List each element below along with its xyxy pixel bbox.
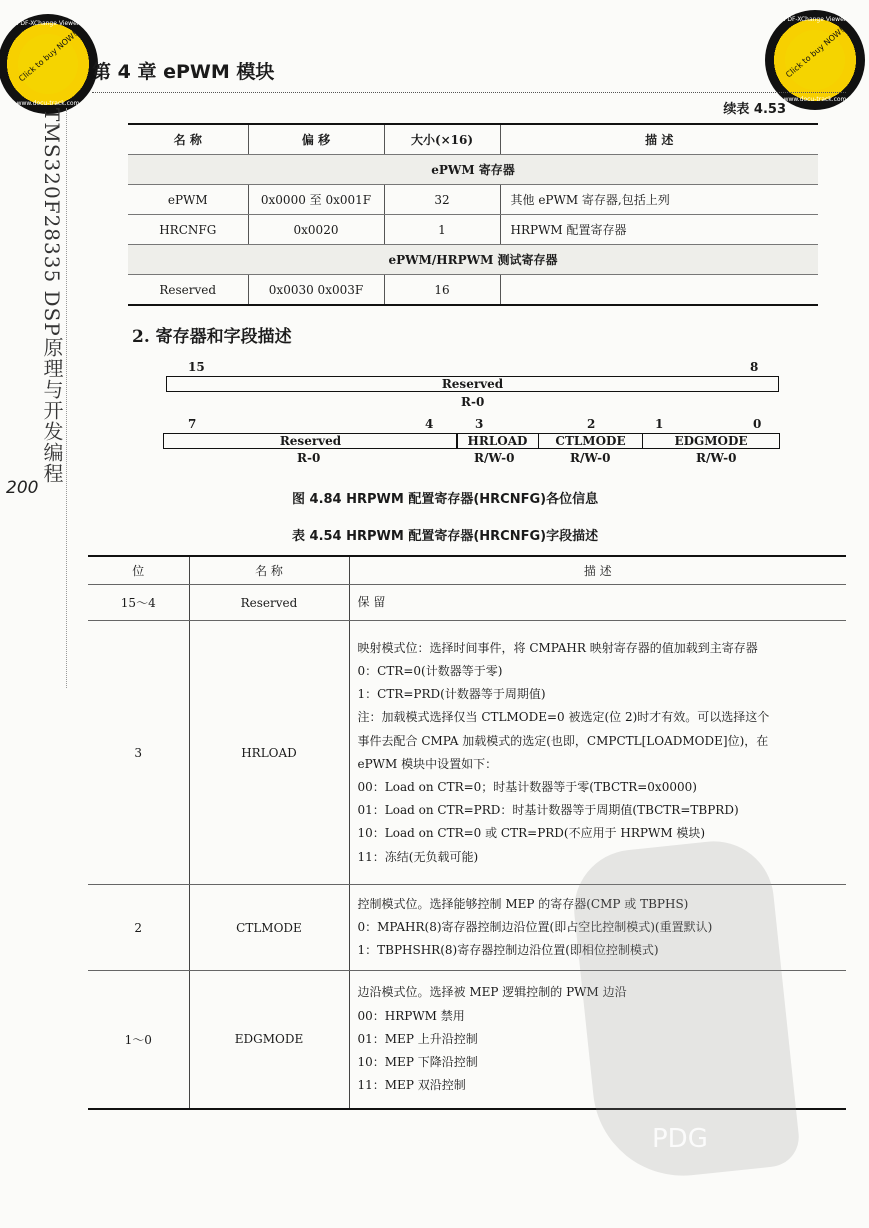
side-divider bbox=[66, 108, 67, 688]
desc-line: 0：CTR=0(计数器等于零) bbox=[357, 663, 503, 678]
header-offset: 偏 移 bbox=[248, 124, 384, 155]
desc-line: 1：CTR=PRD(计数器等于周期值) bbox=[357, 687, 546, 702]
header-bit: 位 bbox=[88, 556, 189, 585]
bit-cell: 3 bbox=[88, 621, 189, 885]
desc-line: 事件去配合 CMPA 加载模式的选定(也即，CMPCTL[LOADMODE]位)，在 bbox=[357, 733, 769, 748]
bit-label: 1 bbox=[655, 417, 664, 431]
section-heading: 2. 寄存器和字段描述 bbox=[132, 327, 292, 347]
register-field-reserved-high: Reserved bbox=[166, 376, 779, 392]
name-cell: HRLOAD bbox=[189, 621, 349, 885]
bit-label: 0 bbox=[753, 417, 762, 431]
table-header-row bbox=[88, 556, 846, 585]
cell: HRPWM 配置寄存器 bbox=[500, 215, 818, 245]
desc-line: 注：加载模式选择仅当 CTLMODE=0 被选定(位 2)时才有效。可以选择这个 bbox=[357, 710, 770, 725]
pdf-viewer-badge-left[interactable] bbox=[0, 14, 98, 114]
desc-line: 映射模式位：选择时间事件，将 CMPAHR 映射寄存器的值加载到主寄存器 bbox=[357, 640, 758, 655]
bit-label: 7 bbox=[188, 417, 197, 431]
register-map-table bbox=[128, 123, 818, 306]
bit-label: 4 bbox=[425, 417, 434, 431]
cell: ePWM bbox=[128, 185, 248, 215]
badge-center-text: Click to buy NOW! bbox=[784, 25, 846, 80]
register-field-reserved-low: Reserved bbox=[163, 433, 458, 449]
header-desc: 描 述 bbox=[500, 124, 818, 155]
access-label: R-0 bbox=[297, 451, 321, 465]
bit-label: 8 bbox=[750, 360, 759, 374]
desc-line: 11：MEP 双沿控制 bbox=[357, 1078, 466, 1093]
bit-cell: 1～0 bbox=[88, 971, 189, 1109]
figure-caption: 图 4.84 HRPWM 配置寄存器(HRCNFG)各位信息 bbox=[292, 492, 599, 507]
header-name: 名 称 bbox=[189, 556, 349, 585]
cell: 1 bbox=[384, 215, 500, 245]
desc-cell bbox=[349, 621, 846, 885]
watermark-text: PDG bbox=[652, 1124, 708, 1154]
desc-line: 00：Load on CTR=0；时基计数器等于零(TBCTR=0x0000) bbox=[357, 779, 697, 794]
bit-cell: 15～4 bbox=[88, 585, 189, 621]
book-title-side: TMS320F28335 DSP原理与开发编程 bbox=[40, 108, 64, 484]
chapter-header: 第 4 章 ePWM 模块 bbox=[92, 61, 275, 83]
register-field-ctlmode: CTLMODE bbox=[538, 433, 643, 449]
header-name: 名 称 bbox=[128, 124, 248, 155]
table-header-row bbox=[128, 124, 818, 155]
badge-url-text: www.docu-track.com bbox=[16, 100, 80, 107]
access-label: R/W-0 bbox=[696, 451, 737, 465]
table-row bbox=[128, 185, 818, 215]
cell: HRCNFG bbox=[128, 215, 248, 245]
cell: 16 bbox=[384, 275, 500, 306]
page-number: 200 bbox=[6, 478, 39, 498]
header-desc: 描 述 bbox=[349, 556, 846, 585]
table-row bbox=[128, 215, 818, 245]
pdf-viewer-badge-right[interactable] bbox=[765, 10, 865, 110]
desc-line: 1：TBPHSHR(8)寄存器控制边沿位置(即相位控制模式) bbox=[357, 943, 659, 958]
desc-line: 控制模式位。选择能够控制 MEP 的寄存器(CMP 或 TBPHS) bbox=[357, 896, 689, 911]
group-label: ePWM 寄存器 bbox=[128, 155, 818, 185]
badge-ring-text: PDF-XChange Viewer bbox=[783, 16, 847, 23]
group-label: ePWM/HRPWM 测试寄存器 bbox=[128, 245, 818, 275]
desc-line: 边沿模式位。选择被 MEP 逻辑控制的 PWM 边沿 bbox=[357, 985, 627, 1000]
desc-line: ePWM 模块中设置如下： bbox=[357, 756, 498, 771]
desc-line: 0：MPAHR(8)寄存器控制边沿位置(即占空比控制模式)(重置默认) bbox=[357, 920, 713, 935]
table-row bbox=[128, 275, 818, 306]
desc-line: 00：HRPWM 禁用 bbox=[357, 1008, 465, 1023]
continued-table-label: 续表 4.53 bbox=[723, 102, 786, 117]
header-divider bbox=[92, 92, 846, 93]
badge-url-text: www.docu-track.com bbox=[783, 96, 847, 103]
name-cell: EDGMODE bbox=[189, 971, 349, 1109]
table-caption: 表 4.54 HRPWM 配置寄存器(HRCNFG)字段描述 bbox=[292, 529, 599, 544]
bit-label: 3 bbox=[475, 417, 484, 431]
bit-label: 15 bbox=[188, 360, 205, 374]
cell: 0x0020 bbox=[248, 215, 384, 245]
cell: Reserved bbox=[128, 275, 248, 306]
desc-line: 01：MEP 上升沿控制 bbox=[357, 1031, 478, 1046]
table-group-row bbox=[128, 245, 818, 275]
desc-line: 11：冻结(无负载可能) bbox=[357, 849, 479, 864]
cell: 其他 ePWM 寄存器,包括上列 bbox=[500, 185, 818, 215]
cell: 0x0030 0x003F bbox=[248, 275, 384, 306]
bit-label: 2 bbox=[587, 417, 596, 431]
desc-line: 10：MEP 下降沿控制 bbox=[357, 1055, 478, 1070]
desc-cell bbox=[349, 585, 846, 621]
access-label: R/W-0 bbox=[474, 451, 515, 465]
access-label: R/W-0 bbox=[570, 451, 611, 465]
register-field-edgmode: EDGMODE bbox=[642, 433, 780, 449]
desc-line: 保 留 bbox=[357, 595, 386, 609]
name-cell: CTLMODE bbox=[189, 885, 349, 971]
header-size: 大小(×16) bbox=[384, 124, 500, 155]
desc-line: 01：Load on CTR=PRD：时基计数器等于周期值(TBCTR=TBPRD) bbox=[357, 803, 739, 818]
cell: 32 bbox=[384, 185, 500, 215]
cell bbox=[500, 275, 818, 306]
table-group-row bbox=[128, 155, 818, 185]
table-row bbox=[88, 585, 846, 621]
bit-cell: 2 bbox=[88, 885, 189, 971]
access-label: R-0 bbox=[461, 395, 485, 409]
cell: 0x0000 至 0x001F bbox=[248, 185, 384, 215]
badge-center-text: Click to buy NOW! bbox=[17, 29, 79, 84]
desc-line: 10：Load on CTR=0 或 CTR=PRD(不应用于 HRPWM 模块) bbox=[357, 826, 706, 841]
badge-ring-text: PDF-XChange Viewer bbox=[16, 20, 80, 27]
name-cell: Reserved bbox=[189, 585, 349, 621]
register-field-hrload: HRLOAD bbox=[456, 433, 539, 449]
